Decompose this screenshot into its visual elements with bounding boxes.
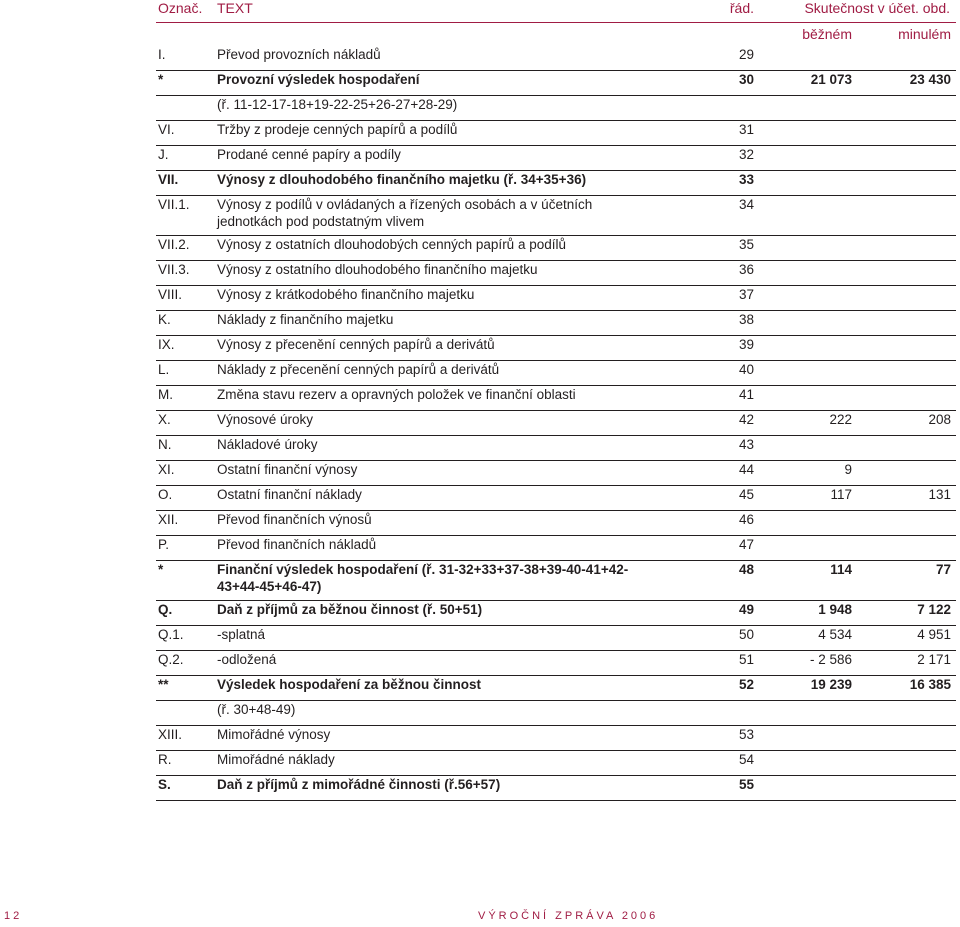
row-radek: 36 [738,262,754,277]
row-radek: 38 [738,312,754,327]
table-row [0,751,960,776]
table-row [0,236,960,261]
table-row [0,311,960,336]
row-minule-obdobi: 23 430 [909,72,951,87]
row-text: Výsledek hospodaření za běžnou činnost [217,677,482,692]
row-text: (ř. 11-12-17-18+19-22-25+26-27+28-29) [217,97,458,112]
row-text: Nákladové úroky [217,437,318,452]
table-row [0,71,960,96]
row-radek: 32 [738,147,754,162]
row-text: -odložená [217,652,277,667]
row-divider [156,800,956,801]
row-radek: 35 [738,237,754,252]
row-radek: 48 [738,562,754,577]
table-row [0,701,960,726]
row-text: Ostatní finanční náklady [217,487,362,502]
row-bezne-obdobi: 9 [844,462,852,477]
row-radek: 54 [738,752,754,767]
table-row [0,726,960,751]
table-row [0,776,960,801]
row-text: Výnosy z přecenění cenných papírů a derivátů [217,337,495,352]
row-bezne-obdobi: 114 [830,562,852,577]
table-row [0,336,960,361]
row-radek: 50 [738,627,754,642]
row-radek: 52 [738,677,754,692]
row-text: Provozní výsledek hospodaření [217,72,420,87]
row-radek: 40 [738,362,754,377]
row-radek: 45 [738,487,754,502]
table-row [0,536,960,561]
row-text: Výnosové úroky [217,412,314,427]
row-bezne-obdobi: 117 [830,487,852,502]
table-row [0,461,960,486]
header-radek: řád. [729,0,754,16]
row-bezne-obdobi: 4 534 [818,627,852,642]
row-oznaceni: M. [158,387,173,402]
row-oznaceni: ** [158,677,169,692]
row-text: Náklady z přecenění cenných papírů a derivátů [217,362,500,377]
row-radek: 30 [738,72,754,87]
row-oznaceni: Q. [158,602,173,617]
row-bezne-obdobi: - 2 586 [809,652,852,667]
row-text: Finanční výsledek hospodaření (ř. 31-32+33+37-38+39-40-41+42-43+44-45+46-47) [217,562,629,594]
header-bezne: běžném [802,26,852,42]
row-oznaceni: J. [158,147,169,162]
row-minule-obdobi: 7 122 [917,602,951,617]
table-row [0,361,960,386]
row-oznaceni: * [158,562,164,577]
footer-title: VÝROČNÍ ZPRÁVA 2006 [478,910,659,922]
row-text: Mimořádné náklady [217,752,335,767]
row-minule-obdobi: 16 385 [909,677,951,692]
row-text: Převod finančních výnosů [217,512,372,527]
table-row [0,46,960,71]
row-oznaceni: R. [158,752,172,767]
row-radek: 31 [738,122,754,137]
table-row [0,146,960,171]
row-minule-obdobi: 77 [935,562,951,577]
row-oznaceni: Q.2. [158,652,184,667]
row-oznaceni: P. [158,537,170,552]
table-header [0,0,960,46]
row-text: Výnosy z ostatního dlouhodobého finančního majetku [217,262,538,277]
row-radek: 55 [738,777,754,792]
table-row [0,676,960,701]
row-radek: 49 [738,602,754,617]
row-oznaceni: XII. [158,512,179,527]
page-number: 12 [4,910,23,922]
row-radek: 42 [738,412,754,427]
row-oznaceni: VII. [158,172,179,187]
row-oznaceni: Q.1. [158,627,184,642]
row-oznaceni: O. [158,487,173,502]
row-radek: 37 [738,287,754,302]
row-radek: 33 [738,172,754,187]
row-bezne-obdobi: 19 239 [810,677,852,692]
table-row [0,436,960,461]
row-text: Převod provozních nákladů [217,47,381,62]
row-oznaceni: K. [158,312,171,327]
row-oznaceni: S. [158,777,171,792]
row-radek: 43 [738,437,754,452]
row-text: Změna stavu rezerv a opravných položek ve finanční oblasti [217,387,576,402]
row-text: Výnosy z podílů v ovládaných a řízených osobách a v účetních jednotkách pod podstatným vlivem [217,197,593,229]
table-row [0,411,960,436]
row-oznaceni: N. [158,437,172,452]
header-divider [156,22,956,23]
row-text: Náklady z finančního majetku [217,312,394,327]
row-oznaceni: IX. [158,337,175,352]
row-oznaceni: X. [158,412,171,427]
row-text: Mimořádné výnosy [217,727,331,742]
row-minule-obdobi: 4 951 [917,627,951,642]
row-radek: 47 [738,537,754,552]
table-row [0,601,960,626]
row-radek: 34 [738,197,754,212]
header-oznaceni: Označ. [158,0,203,16]
header-text: TEXT [217,0,253,16]
row-minule-obdobi: 131 [928,487,951,502]
table-row [0,171,960,196]
table-row [0,196,960,236]
row-text: Daň z příjmů za běžnou činnost (ř. 50+51) [217,602,483,617]
row-oznaceni: * [158,72,164,87]
row-radek: 46 [738,512,754,527]
row-text: (ř. 30+48-49) [217,702,296,717]
row-text: Daň z příjmů z mimořádné činnosti (ř.56+57) [217,777,501,792]
row-radek: 53 [738,727,754,742]
row-bezne-obdobi: 21 073 [810,72,852,87]
table-row [0,486,960,511]
row-radek: 39 [738,337,754,352]
row-oznaceni: VI. [158,122,175,137]
row-text: Tržby z prodeje cenných papírů a podílů [217,122,458,137]
header-skutecnost: Skutečnost v účet. obd. [804,0,950,16]
row-radek: 29 [738,47,754,62]
table-row [0,651,960,676]
row-text: Výnosy z ostatních dlouhodobých cenných papírů a podílů [217,237,566,252]
row-oznaceni: L. [158,362,170,377]
row-oznaceni: VII.1. [158,197,190,212]
row-oznaceni: VIII. [158,287,183,302]
row-text: Ostatní finanční výnosy [217,462,358,477]
row-bezne-obdobi: 222 [829,412,852,427]
table-row [0,561,960,601]
row-oznaceni: XI. [158,462,175,477]
row-radek: 51 [738,652,754,667]
row-text: Výnosy z dlouhodobého finančního majetku (ř. 34+35+36) [217,172,587,187]
row-text: Převod finančních nákladů [217,537,377,552]
table-row [0,386,960,411]
row-text: Výnosy z krátkodobého finančního majetku [217,287,475,302]
table-row [0,286,960,311]
header-minule: minulém [898,26,951,42]
row-minule-obdobi: 208 [928,412,951,427]
table-row [0,261,960,286]
row-oznaceni: VII.3. [158,262,190,277]
table-row [0,96,960,121]
table-row [0,626,960,651]
row-text: Prodané cenné papíry a podíly [217,147,401,162]
row-oznaceni: XIII. [158,727,183,742]
table-row [0,511,960,536]
row-oznaceni: VII.2. [158,237,190,252]
row-bezne-obdobi: 1 948 [818,602,852,617]
table-row [0,121,960,146]
row-radek: 41 [738,387,754,402]
row-minule-obdobi: 2 171 [917,652,951,667]
row-radek: 44 [738,462,754,477]
row-oznaceni: I. [158,47,166,62]
row-text: -splatná [217,627,266,642]
